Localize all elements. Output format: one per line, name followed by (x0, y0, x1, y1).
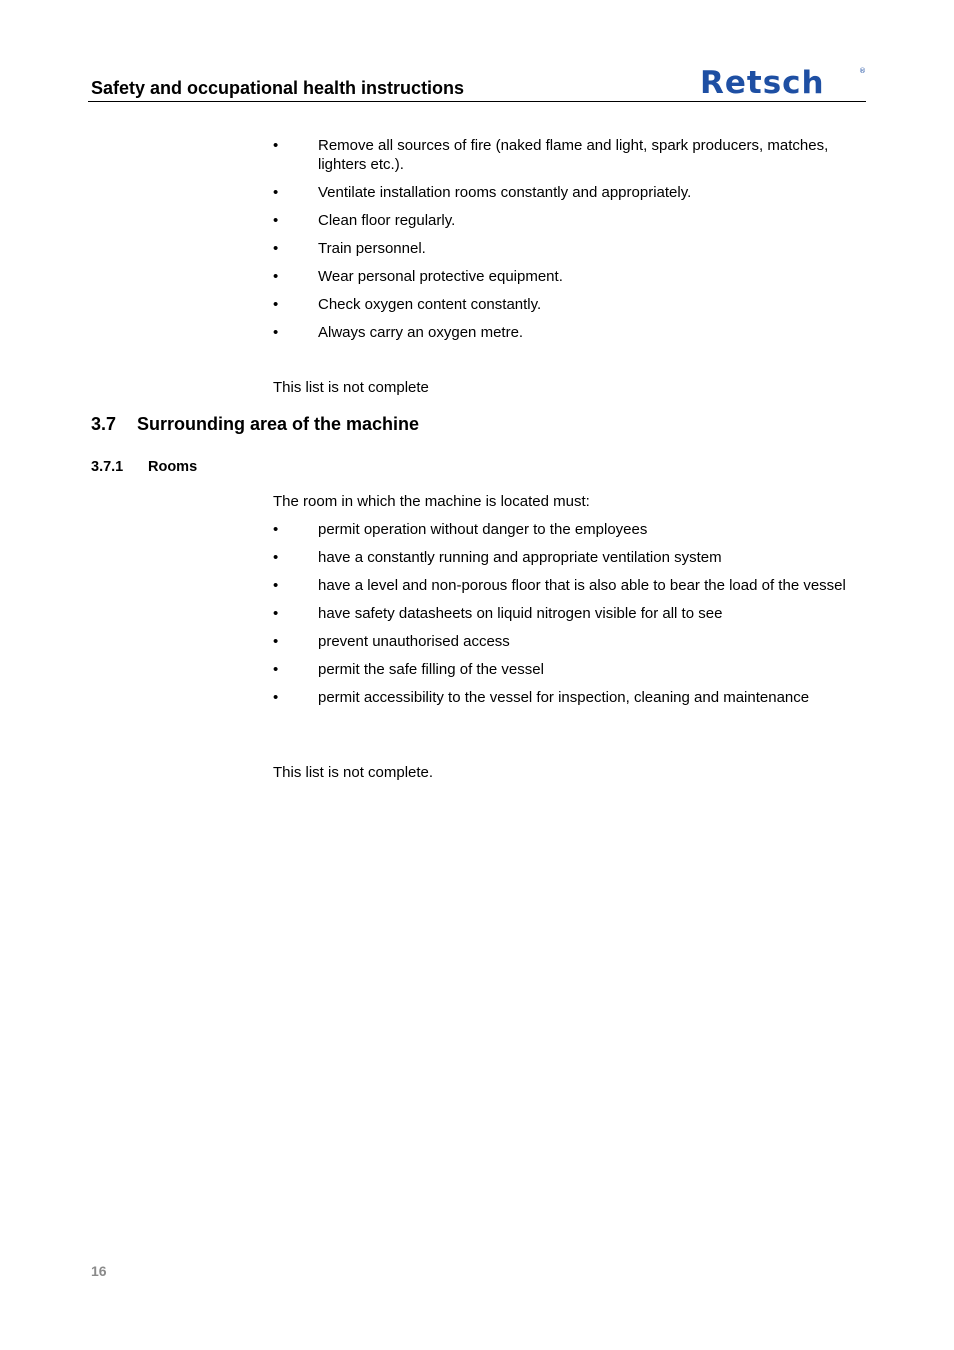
list-item-text: Check oxygen content constantly. (318, 296, 542, 313)
list-item (273, 267, 868, 286)
rooms-intro: The room in which the machine is located must: (273, 493, 590, 510)
bullet: • (273, 633, 279, 650)
subsection-heading (91, 458, 197, 476)
bullet: • (273, 521, 279, 538)
list-item-text: Remove all sources of fire (naked flame and light, spark producers, matches, lighters etc.). (318, 137, 829, 173)
rooms-list-note: This list is not complete. (273, 764, 434, 781)
page-number: 16 (91, 1263, 107, 1279)
section-heading (91, 413, 419, 435)
list-item (273, 604, 868, 623)
list-item-text: Ventilate installation rooms constantly and appropriately. (318, 184, 692, 201)
list-item-text: permit accessibility to the vessel for inspection, cleaning and maintenance (318, 689, 810, 706)
list-item (273, 688, 868, 707)
list-item (273, 183, 868, 202)
fire-list-note: This list is not complete (273, 379, 429, 396)
bullet: • (273, 324, 279, 341)
bullet: • (273, 184, 279, 201)
list-item-text: permit operation without danger to the employees (318, 521, 648, 538)
bullet: • (273, 137, 279, 154)
rooms-requirements-list (273, 520, 868, 707)
list-item (273, 211, 868, 230)
subsection-number: 3.7.1 (91, 459, 124, 475)
list-item-text: Train personnel. (318, 240, 426, 257)
registered-mark: ® (859, 67, 866, 75)
list-item (273, 136, 868, 174)
list-item-text: Clean floor regularly. (318, 212, 456, 229)
list-item (273, 323, 868, 342)
retsch-logo-text: Retsch (700, 65, 825, 98)
bullet: • (273, 268, 279, 285)
subsection-title: Rooms (148, 459, 198, 475)
list-item (273, 239, 868, 258)
list-item-text: have a level and non-porous floor that is also able to bear the load of the vessel (318, 577, 846, 594)
retsch-logo (698, 62, 866, 98)
bullet: • (273, 661, 279, 678)
rooms-block (273, 492, 868, 707)
bullet: • (273, 240, 279, 257)
list-item (273, 576, 868, 595)
section-title: Surrounding area of the machine (137, 414, 420, 434)
list-item-text: Wear personal protective equipment. (318, 268, 563, 285)
fire-precautions-block (273, 136, 868, 342)
list-item-text: prevent unauthorised access (318, 633, 510, 650)
bullet: • (273, 689, 279, 706)
bullet: • (273, 212, 279, 229)
bullet: • (273, 577, 279, 594)
fire-list-note-block (273, 378, 868, 397)
list-item (273, 295, 868, 314)
header-divider (88, 101, 866, 102)
fire-precautions-list (273, 136, 868, 342)
list-item-text: have a constantly running and appropriate ventilation system (318, 549, 722, 566)
header-title: Safety and occupational health instructions (91, 78, 465, 98)
list-item-text: have safety datasheets on liquid nitrogen visible for all to see (318, 605, 723, 622)
bullet: • (273, 549, 279, 566)
list-item-text: Always carry an oxygen metre. (318, 324, 524, 341)
list-item (273, 632, 868, 651)
list-item (273, 548, 868, 567)
section-number: 3.7 (91, 414, 117, 434)
rooms-note-block (273, 763, 868, 782)
list-item (273, 520, 868, 539)
list-item-text: permit the safe filling of the vessel (318, 661, 544, 678)
bullet: • (273, 296, 279, 313)
bullet: • (273, 605, 279, 622)
list-item (273, 660, 868, 679)
